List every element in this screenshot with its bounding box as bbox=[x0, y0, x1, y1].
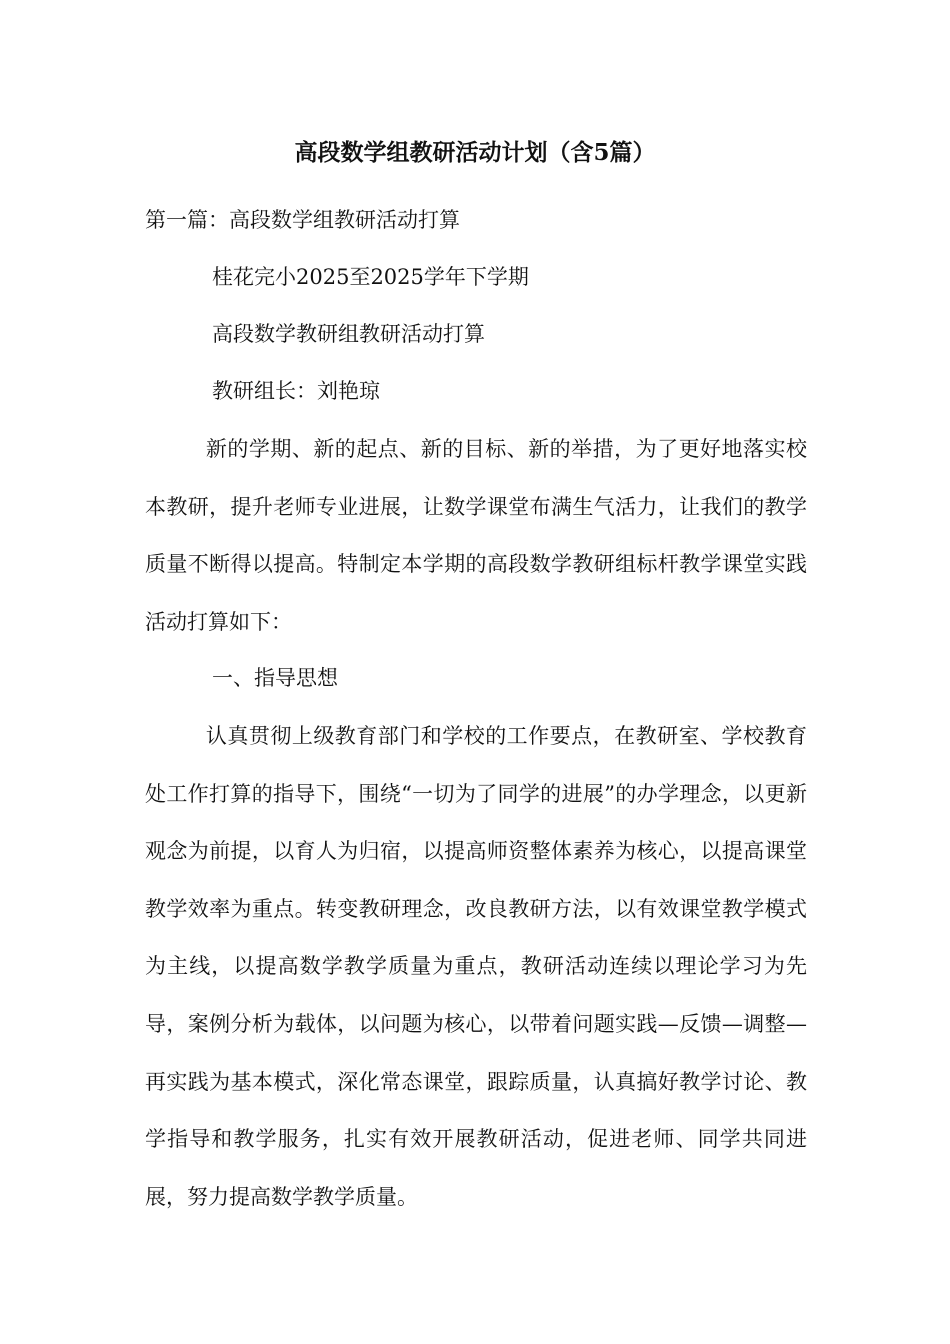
chapter-heading: 第一篇：高段数学组教研活动打算 bbox=[145, 208, 460, 232]
plan-name-line: 高段数学教研组教研活动打算 bbox=[212, 322, 485, 346]
leader-line: 教研组长：刘艳琼 bbox=[212, 379, 380, 403]
intro-paragraph: 新的学期、新的起点、新的目标、新的举措，为了更好地落实校本教研，提升老师专业进展，让数学课堂布满生气活力，让我们的教学质量不断得以提高。特制定本学期的高段数学教研组标杆教学课堂实践活动打算如下： bbox=[145, 437, 807, 634]
guiding-paragraph: 认真贯彻上级教育部门和学校的工作要点，在教研室、学校教育处工作打算的指导下，围绕“一切为了同学的进展”的办学理念，以更新观念为前提，以育人为归宿，以提高师资整体素养为核心，以提高课堂教学效率为重点。转变教研理念，改良教研方法，以有效课堂教学模式为主线，以提高数学教学质量为重点，教研活动连续以理论学习为先导，案例分析为载体，以问题为核心，以带着问题实践—反馈—调整—再实践为基本模式，深化常态课堂，跟踪质量，认真搞好教学讨论、教学指导和教学服务，扎实有效开展教研活动，促进老师、同学共同进展，努力提高数学教学质量。 bbox=[145, 724, 807, 1209]
section-heading: 一、指导思想 bbox=[212, 666, 338, 690]
school-term-line: 桂花完小2025至2025学年下学期 bbox=[212, 265, 529, 289]
document-title: 高段数学组教研活动计划（含5篇） bbox=[294, 139, 656, 166]
